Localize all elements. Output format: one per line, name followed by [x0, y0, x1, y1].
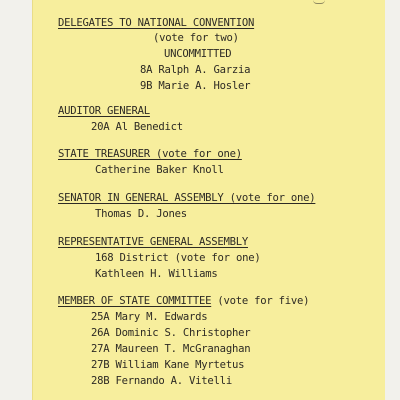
- clipped-top-text-mark: [313, 0, 325, 4]
- candidate-entry: 26A Dominic S. Christopher: [91, 327, 251, 339]
- candidate-entry: Kathleen H. Williams: [95, 268, 218, 280]
- note-vote-for-two: (vote for two): [153, 32, 239, 44]
- heading-state-committee: MEMBER OF STATE COMMITTEE: [58, 295, 212, 307]
- heading-senator: SENATOR IN GENERAL ASSEMBLY (vote for one): [58, 192, 316, 204]
- candidate-entry: 25A Mary M. Edwards: [91, 311, 208, 323]
- candidate-entry: 27A Maureen T. McGranaghan: [91, 343, 251, 355]
- heading-state-treasurer: STATE TREASURER (vote for one): [58, 148, 242, 160]
- candidate-entry: Catherine Baker Knoll: [95, 164, 224, 176]
- district-entry: 168 District (vote for one): [95, 252, 261, 264]
- candidate-entry: 27B William Kane Myrtetus: [91, 359, 245, 371]
- subhead-uncommitted: UNCOMMITTED: [164, 48, 232, 60]
- candidate-entry: 8A Ralph A. Garzia: [140, 64, 251, 76]
- heading-delegates: DELEGATES TO NATIONAL CONVENTION: [58, 17, 255, 29]
- candidate-entry: 20A Al Benedict: [91, 121, 183, 133]
- heading-representative: REPRESENTATIVE GENERAL ASSEMBLY: [58, 236, 248, 248]
- ballot-sheet: [33, 0, 385, 400]
- candidate-entry: 28B Fernando A. Vitelli: [91, 375, 232, 387]
- candidate-entry: Thomas D. Jones: [95, 208, 187, 220]
- heading-auditor-general: AUDITOR GENERAL: [58, 105, 150, 117]
- note-vote-for-five: (vote for five): [217, 295, 310, 307]
- heading-state-committee-row: [58, 295, 309, 308]
- candidate-entry: 9B Marie A. Hosler: [140, 80, 251, 92]
